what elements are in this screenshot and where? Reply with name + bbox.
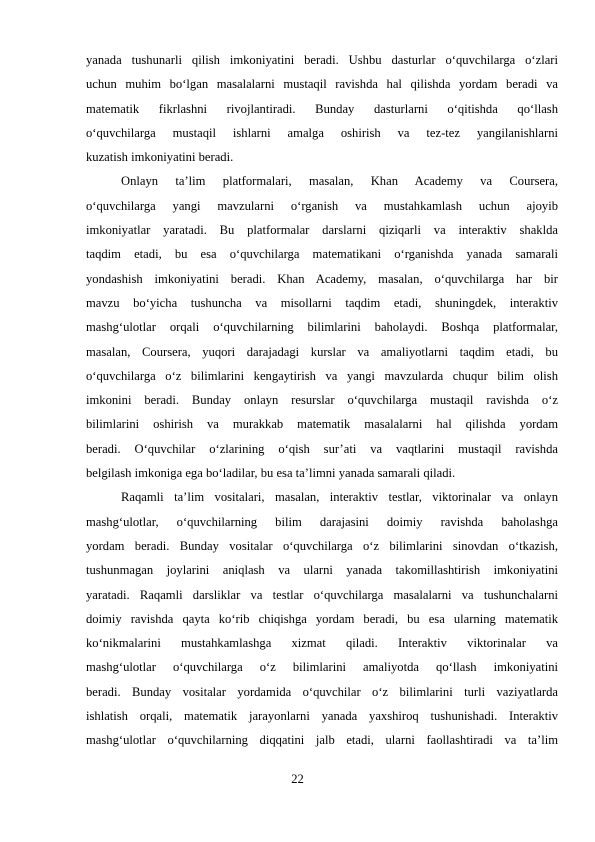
- text-line: beradi. Bunday vositalar yordamida o‘quvchilar o‘z bilimlarini turli vaziyatlarda: [86, 684, 558, 699]
- text-line: imkonini beradi. Bunday onlayn resurslar o‘quvchilarga mustaqil ravishda o‘z: [86, 393, 558, 408]
- text-line: matematik fikrlashni rivojlantiradi. Bunday dasturlarni o‘qitishda qo‘llash: [86, 101, 558, 116]
- text-line: Onlayn ta’lim platformalari, masalan, Khan Academy va Coursera,: [121, 174, 558, 189]
- text-line: yondashish imkoniyatini beradi. Khan Academy, masalan, o‘quvchilarga har bir: [86, 271, 558, 286]
- text-line: ko‘nikmalarini mustahkamlashga xizmat qiladi. Interaktiv viktorinalar va: [86, 636, 558, 651]
- text-line: o‘quvchilarga mustaqil ishlarni amalga oshirish va tez-tez yangilanishlarni: [86, 125, 558, 140]
- page-body: [86, 48, 558, 753]
- text-line: tushunmagan joylarini aniqlash va ularni yanada takomillashtirish imkoniyatini: [86, 563, 558, 578]
- text-line: imkoniyatlar yaratadi. Bu platformalar darslarni qiziqarli va interaktiv shaklda: [86, 223, 558, 238]
- text-line: yanada tushunarli qilish imkoniyatini beradi. Ushbu dasturlar o‘quvchilarga o‘zlari: [86, 53, 558, 67]
- text-line: o‘quvchilarga o‘z bilimlarini kengaytirish va yangi mavzularda chuqur bilim olish: [86, 368, 558, 383]
- text-line: beradi. O‘quvchilar o‘zlarining o‘qish sur’ati va vaqtlarini mustaqil ravishda: [86, 441, 558, 456]
- paragraph-2: [86, 169, 558, 485]
- text-line: bilimlarini oshirish va murakkab matematik masalalarni hal qilishda yordam: [86, 417, 558, 432]
- text-line: mashg‘ulotlar, o‘quvchilarning bilim darajasini doimiy ravishda baholashga: [86, 514, 558, 529]
- text-line: mashg‘ulotlar orqali o‘quvchilarning bilimlarini baholaydi. Boshqa platformalar,: [86, 320, 558, 335]
- text-line: mavzu bo‘yicha tushuncha va misollarni taqdim etadi, shuningdek, interaktiv: [86, 295, 558, 310]
- text-line: taqdim etadi, bu esa o‘quvchilarga matematikani o‘rganishda yanada samarali: [86, 247, 558, 262]
- text-line: uchun muhim bo‘lgan masalalarni mustaqil ravishda hal qilishda yordam beradi va: [86, 77, 558, 92]
- text-line: ishlatish orqali, matematik jarayonlarni yanada yaxshiroq tushunishadi. Interaktiv: [86, 709, 558, 724]
- text-line: Raqamli ta’lim vositalari, masalan, interaktiv testlar, viktorinalar va onlayn: [121, 490, 558, 505]
- paragraph-3: [86, 485, 558, 752]
- text-line: yaratadi. Raqamli darsliklar va testlar o‘quvchilarga masalalarni va tushunchalarni: [86, 587, 558, 602]
- page-number: 22: [291, 772, 304, 786]
- text-line: kuzatish imkoniyatini beradi.: [86, 150, 234, 165]
- text-line: yordam beradi. Bunday vositalar o‘quvchilarga o‘z bilimlarini sinovdan o‘tkazish,: [86, 538, 558, 553]
- text-line: mashg‘ulotlar o‘quvchilarning diqqatini jalb etadi, ularni faollashtiradi va ta’lim: [86, 733, 558, 748]
- text-line: o‘quvchilarga yangi mavzularni o‘rganish va mustahkamlash uchun ajoyib: [86, 198, 558, 213]
- text-line: masalan, Coursera, yuqori darajadagi kurslar va amaliyotlarni taqdim etadi, bu: [86, 344, 558, 359]
- paragraph-1: [86, 48, 558, 169]
- text-line: mashg‘ulotlar o‘quvchilarga o‘z bilimlarini amaliyotda qo‘llash imkoniyatini: [86, 660, 558, 675]
- text-line: doimiy ravishda qayta ko‘rib chiqishga yordam beradi, bu esa ularning matematik: [86, 611, 558, 626]
- text-line: belgilash imkoniga ega bo‘ladilar, bu esa ta’limni yanada samarali qiladi.: [86, 466, 456, 481]
